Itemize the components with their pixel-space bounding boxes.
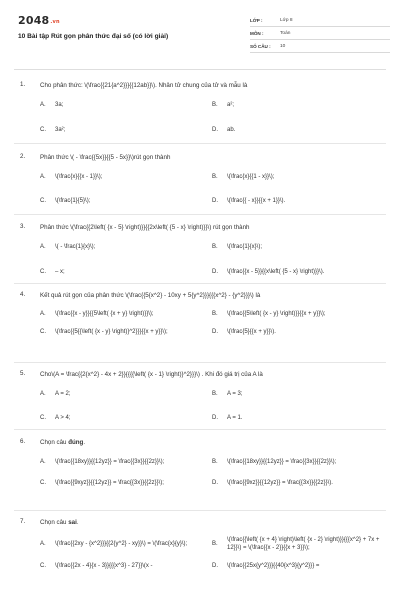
option-d[interactable] (212, 414, 384, 422)
option-text: ab. (227, 127, 236, 133)
question-text-lead: Chọn câu (40, 439, 69, 446)
option-text: A = 3; (227, 391, 243, 397)
question-divider (14, 283, 386, 284)
question-number: 1. (20, 81, 26, 88)
header-divider (14, 69, 386, 70)
option-c[interactable] (40, 479, 212, 487)
question-divider (14, 510, 386, 511)
option-label: D. (212, 480, 218, 486)
option-label: B. (212, 391, 218, 397)
meta-key: LỚP : (250, 17, 263, 23)
option-label: C. (40, 198, 46, 204)
option-text: a²; (227, 102, 235, 108)
options (40, 173, 384, 205)
question (0, 81, 400, 134)
option-b[interactable] (212, 458, 384, 466)
question-text: Cho phân thức: \(\frac{{21{a^2}}}{{12ab}}\). Nhân tử chung của tử và mẫu là (40, 82, 248, 89)
option-label: D. (212, 198, 218, 204)
option-label: D. (212, 563, 218, 569)
option-label: B. (212, 174, 218, 180)
meta-key: SỐ CÂU : (250, 43, 271, 49)
meta-value: Lớp 8 (280, 17, 293, 23)
meta-table (250, 14, 390, 53)
option-text: 3a; (55, 102, 64, 108)
option-label: D. (212, 269, 218, 275)
option-b[interactable] (212, 310, 384, 318)
option-label: B. (212, 311, 218, 317)
question-text: Cho\(A = \frac{{2{x^2} - 4x + 2}}{{{{\left( {x - 1} \right)}^2}}}\) . Khi đó giá trị của A là (40, 371, 263, 378)
option-c[interactable] (40, 126, 212, 134)
question-text: Kết quả rút gọn của phân thức \(\frac{{5{x^2} - 10xy + 5{y^2}}}{{{x^2} - {y^2}}}\) là (40, 292, 261, 299)
option-d[interactable] (212, 126, 384, 134)
meta-row-count (250, 40, 390, 53)
options (40, 536, 384, 570)
question-text-tail: . (83, 439, 86, 446)
option-label: D. (212, 329, 218, 335)
question-divider (14, 362, 386, 363)
option-d[interactable] (212, 479, 384, 487)
option-a[interactable] (40, 173, 212, 181)
option-text: \(\frac{1}{5}\); (55, 198, 91, 204)
option-label: C. (40, 415, 46, 421)
option-label: C. (40, 329, 46, 335)
option-text: \(\frac{{x - y}}{{5\left( {x + y} \right)}}\); (55, 311, 154, 317)
option-text: \(\frac{{9xz}}{{12yz}} = \frac{{3x}}{{2z}}\). (227, 480, 333, 486)
option-a[interactable] (40, 458, 212, 466)
document-title: 10 Bài tập Rút gọn phân thức đại số (có lời giải) (18, 33, 169, 40)
option-label: B. (212, 459, 218, 465)
option-label: C. (40, 480, 46, 486)
option-label: A. (40, 102, 46, 108)
question-number: 3. (20, 223, 26, 230)
document-header (0, 0, 400, 70)
option-text: \(\frac{x}{{x - 1}}\); (55, 174, 103, 180)
question (0, 370, 400, 422)
question (0, 153, 400, 205)
option-text: \(\frac{{5\left( {x - y} \right)}}{{x + y}}\); (227, 311, 326, 317)
option-c[interactable] (40, 328, 212, 336)
question-divider (14, 214, 386, 215)
question-text-lead: Chọn câu (40, 519, 69, 526)
option-text: \(\frac{5}{{x + y}}\). (227, 329, 276, 335)
option-label: A. (40, 244, 46, 250)
option-text: \(\frac{{2x - 4}{x - 3}}{{{x^3} - 27}}\(x - (55, 563, 153, 569)
site-logo[interactable] (18, 14, 60, 27)
option-a[interactable] (40, 390, 212, 398)
option-b[interactable] (212, 243, 384, 251)
option-text: A = 1. (227, 415, 243, 421)
options (40, 243, 384, 276)
option-b[interactable] (212, 390, 384, 398)
option-d[interactable] (212, 562, 384, 570)
question-divider (14, 429, 386, 430)
option-label: A. (40, 391, 46, 397)
logo-number: 2048 (18, 14, 50, 27)
option-text: \(\frac{1}{x}\); (227, 244, 263, 250)
option-text: \(\frac{{\left( {x + 4} \right)\left( {x - 2} \right)}}{{{x^2} + 7x + 12}}\) = \(\frac{{x - 2}}{{x + 3}}\); (227, 537, 380, 551)
question (0, 438, 400, 487)
question-text-tail: . (76, 519, 79, 526)
option-text: \( - \frac{1}{x}\); (55, 244, 96, 250)
meta-row-grade (250, 14, 390, 27)
option-label: B. (212, 102, 218, 108)
option-c[interactable] (40, 562, 212, 570)
option-label: D. (212, 127, 218, 133)
question-number: 2. (20, 153, 26, 160)
option-text: \(\frac{{25x{y^2}}}{{40{x^3}{y^2}}} = (227, 563, 320, 569)
option-b[interactable] (212, 173, 384, 181)
option-text: A = 2; (55, 391, 71, 397)
option-text: \(\frac{{18xy}}{{12yz}} = \frac{{3x}}{{2z}}\); (55, 459, 165, 465)
question-text: Phân thức \( - \frac{{5x}}{{5 - 5x}}\)rút gọn thành (40, 154, 171, 161)
option-text: 3a²; (55, 127, 66, 133)
logo-domain: .vn (50, 19, 60, 25)
options (40, 310, 384, 336)
option-label: C. (40, 269, 46, 275)
option-c[interactable] (40, 414, 212, 422)
option-text: \(\frac{{5{{\left( {x - y} \right)}^2}}}{{x + y}}\); (55, 329, 168, 335)
option-label: A. (40, 459, 46, 465)
option-b[interactable] (212, 101, 384, 109)
options (40, 390, 384, 422)
meta-value: Toán (280, 30, 291, 36)
option-a[interactable] (40, 536, 212, 552)
option-text: \(\frac{{x - 5}}{{x\left( {5 - x} \right)}}\). (227, 269, 325, 275)
option-text: \(\frac{{18xy}}{{12yz}} = \frac{{3x}}{{2z}}\); (227, 459, 337, 465)
options (40, 101, 384, 134)
option-b[interactable] (212, 536, 384, 552)
meta-row-subject (250, 27, 390, 40)
option-text: \(\frac{{2xy - {x^2}}}{{2{y^2} - xy}}\) = \(\frac{x}{y}\); (55, 541, 188, 547)
question (0, 223, 400, 276)
question-text-emphasis: sai (68, 519, 77, 526)
options (40, 458, 384, 487)
option-label: D. (212, 415, 218, 421)
option-text: – x; (55, 269, 65, 275)
question (0, 291, 400, 336)
question-number: 5. (20, 370, 26, 377)
option-label: A. (40, 541, 46, 547)
option-d[interactable] (212, 328, 384, 336)
option-d[interactable] (212, 197, 384, 205)
option-text: \(\frac{{ - x}}{{x + 1}}\). (227, 198, 286, 204)
question-text: Phân thức \(\frac{{2\left( {x - 5} \right)}}{{2x\left( {5 - x} \right)}}\) rút gọn thành (40, 224, 250, 231)
option-text: \(\frac{{9xyz}}{{12yz}} = \frac{{3x}}{{2z}}\); (55, 480, 164, 486)
option-label: B. (212, 244, 218, 250)
question-number: 6. (20, 438, 26, 445)
option-c[interactable] (40, 268, 212, 276)
option-label: C. (40, 563, 46, 569)
option-a[interactable] (40, 310, 212, 318)
question-divider (14, 143, 386, 144)
option-a[interactable] (40, 101, 212, 109)
option-d[interactable] (212, 268, 384, 276)
option-label: A. (40, 174, 46, 180)
question-text (40, 438, 384, 447)
option-text: \(\frac{x}{{1 - x}}\); (227, 174, 275, 180)
option-label: C. (40, 127, 46, 133)
meta-value: 10 (280, 43, 286, 49)
question-text-emphasis: đúng (68, 439, 84, 446)
question-number: 7. (20, 518, 26, 525)
option-label: A. (40, 311, 46, 317)
option-a[interactable] (40, 243, 212, 251)
option-text: A > 4; (55, 415, 71, 421)
option-label: B. (212, 541, 218, 547)
meta-key: MÔN : (250, 30, 264, 36)
question (0, 518, 400, 570)
question-number: 4. (20, 291, 26, 298)
question-text (40, 518, 384, 527)
option-c[interactable] (40, 197, 212, 205)
